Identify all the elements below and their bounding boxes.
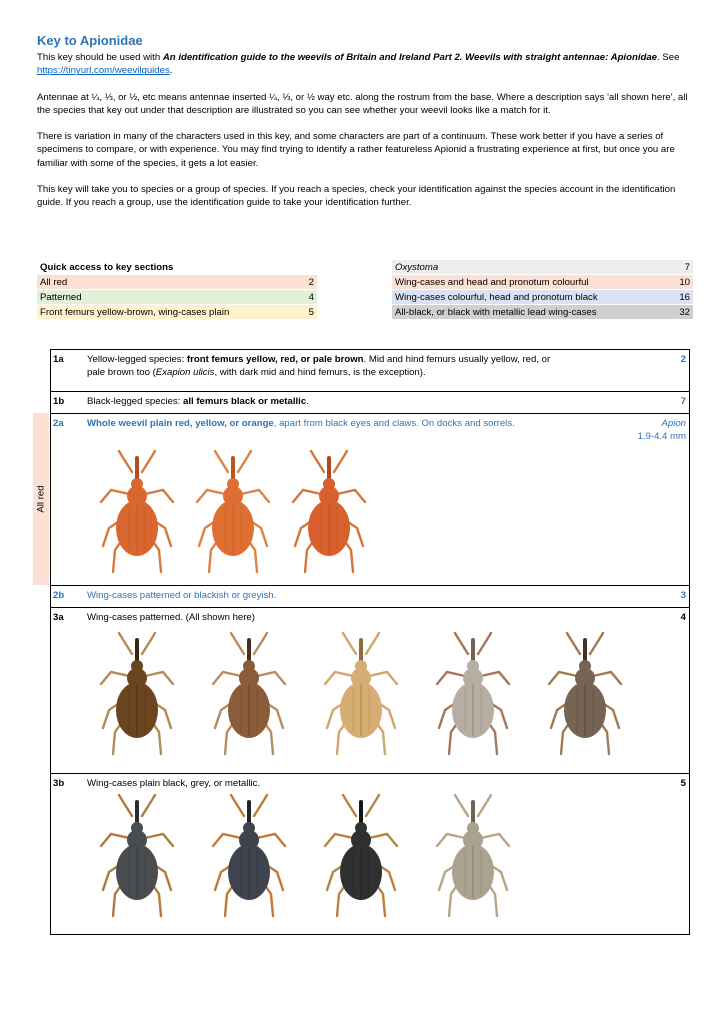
quick-access-colourful-black-head[interactable]: Wing-cases colourful, head and pronotum black 16 [392, 290, 693, 305]
genus-name: Apion [661, 418, 686, 429]
couplet-code: 1b [53, 396, 65, 407]
intro-paragraph-2: Antennae at ¼, ⅓, or ½, etc means antennae inserted ¼, ⅓, or ½ way etc. along the rostrum from the base. Where a description says 'all shown here', all the species that key out under that description are illustrated so you can see whether your weevil looks like a match for it. [37, 91, 688, 116]
couplet-code: 2b [53, 590, 65, 601]
quick-access-patterned[interactable]: Patterned 4 [37, 290, 317, 305]
couplet-description: Wing-cases patterned or blackish or greyish. [87, 590, 277, 601]
weevil-photo [201, 794, 297, 928]
weevil-photo [313, 632, 409, 766]
weevil-photo [425, 794, 521, 928]
couplet-description: Yellow-legged species: front femurs yellow, red, or pale brown. Mid and hind femurs usually yellow, red, or pale brown too (Exapion ulicis, with dark mid and hind femurs, is the exception). [87, 354, 551, 379]
weevil-photo [89, 632, 185, 766]
couplet-code: 1a [53, 354, 64, 365]
key-row-2b [51, 586, 689, 608]
key-row-3b [51, 774, 689, 934]
couplet-description: Wing-cases plain black, grey, or metallic. [87, 778, 261, 789]
quick-access-all-red[interactable]: All red 2 [37, 275, 317, 290]
intro-paragraph-3: There is variation in many of the characters used in this key, and some characters are part of a continuum. These work better if you have a series of specimens to compare, or with experience. You may find trying to identify a rather featureless Apionid a frustrating experience at first, but once you are familiar with some of the species, it gets a lot easier. [37, 131, 675, 169]
guide-link[interactable]: https://tinyurl.com/weevilguides [37, 65, 170, 77]
document-page [37, 33, 693, 222]
genus-size [637, 417, 686, 443]
guide-title: An identification guide to the weevils of Britain and Ireland Part 2. Weevils with straight antennae: Apionidae [162, 52, 658, 64]
intro-text: . See [657, 52, 680, 64]
weevil-photo-row [51, 450, 689, 580]
intro-paragraph-4: This key will take you to species or a group of species. If you reach a species, check your identification against the species account in the identification guide. If you reach a group, use the identification guide to take your identification further. [37, 183, 676, 209]
weevil-photo [185, 450, 281, 584]
quick-access-colourful[interactable]: Wing-cases and head and pronotum colourful 10 [392, 275, 693, 290]
couplet-code: 2a [53, 418, 64, 429]
couplet-goto[interactable]: 5 [680, 778, 686, 789]
intro-text: . [169, 65, 173, 77]
couplet-goto[interactable]: 3 [680, 590, 686, 601]
key-row-1a [51, 350, 689, 392]
couplet-goto[interactable]: 2 [680, 354, 686, 365]
weevil-photo [281, 450, 377, 584]
couplet-description: Whole weevil plain red, yellow, or orange, apart from black eyes and claws. On docks and sorrels. [87, 418, 515, 429]
couplet-code: 3b [53, 778, 65, 789]
intro-paragraph-1 [37, 51, 693, 77]
quick-access-oxystoma[interactable]: Oxystoma 7 [392, 260, 693, 275]
couplet-description: Wing-cases patterned. (All shown here) [87, 612, 255, 623]
weevil-photo [89, 794, 185, 928]
key-row-3a [51, 608, 689, 774]
quick-access-front-femurs[interactable]: Front femurs yellow-brown, wing-cases plain 5 [37, 305, 317, 320]
weevil-photo [89, 450, 185, 584]
key-table [50, 349, 690, 935]
couplet-goto[interactable]: 4 [680, 612, 686, 623]
couplet-code: 3a [53, 612, 64, 623]
size-range: 1.9-4.4 mm [637, 431, 686, 443]
section-band-label: All red [35, 485, 47, 513]
page-title: Key to Apionidae [37, 33, 143, 48]
weevil-photo [313, 794, 409, 928]
key-row-2a [51, 414, 689, 586]
weevil-photo-row [51, 632, 689, 762]
quick-access-all-black[interactable]: All-black, or black with metallic lead wing-cases 32 [392, 305, 693, 320]
section-band-all-red [33, 413, 49, 585]
weevil-photo [425, 632, 521, 766]
intro-text: This key should be used with [37, 52, 163, 64]
weevil-photo-row [51, 794, 689, 924]
weevil-photo [537, 632, 633, 766]
quick-access-heading: Quick access to key sections [37, 260, 317, 275]
quick-access-table [37, 260, 693, 320]
key-row-1b [51, 392, 689, 414]
weevil-photo [201, 632, 297, 766]
couplet-goto[interactable]: 7 [680, 396, 686, 407]
couplet-description: Black-legged species: all femurs black or metallic. [87, 396, 309, 407]
